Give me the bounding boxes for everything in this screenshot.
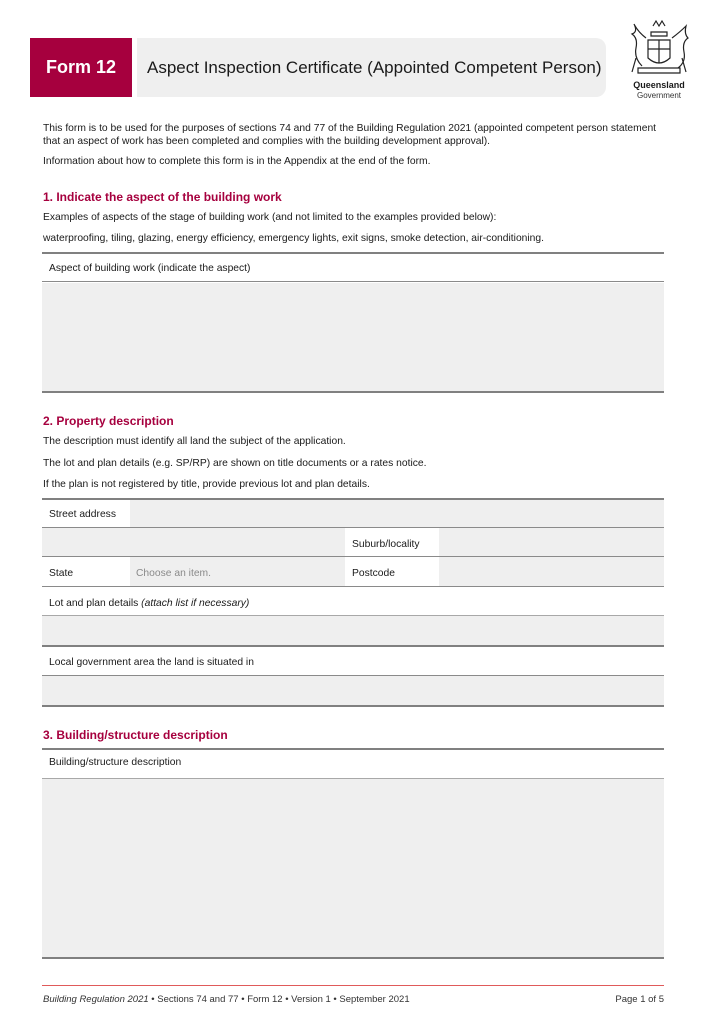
lot-plan-input[interactable] [42,616,664,645]
lot-plan-label-note: (attach list if necessary) [141,598,250,609]
divider [42,645,664,647]
intro-paragraph: This form is to be used for the purposes of sections 74 and 77 of the Building Regulation 2021 (appointed competent person statement that an aspect of work has been completed and complies with the building development approval). [43,123,657,147]
lot-plan-label [49,598,249,609]
divider [42,705,664,707]
street-address-label: Street address [49,509,116,520]
section2-text2: The lot and plan details (e.g. SP/RP) are shown on title documents or a rates notice. [43,458,427,469]
section2-heading: 2. Property description [43,414,174,428]
footer-regulation: Building Regulation 2021 [43,994,149,1005]
suburb-label: Suburb/locality [352,539,420,550]
divider [42,748,664,750]
logo-line1: Queensland [633,80,685,90]
footer-details: • Sections 74 and 77 • Form 12 • Version 1 • September 2021 [148,994,410,1005]
postcode-label: Postcode [352,568,395,579]
page-number: Page 1 of 5 [615,994,664,1005]
logo-line2: Government [636,91,682,100]
aspect-input[interactable] [42,283,664,391]
section2-text3: If the plan is not registered by title, provide previous lot and plan details. [43,479,370,490]
lga-label: Local government area the land is situated in [49,657,254,668]
divider [42,281,664,282]
section3-heading: 3. Building/structure description [43,728,228,742]
section2-text1: The description must identify all land the subject of the application. [43,436,346,447]
divider [42,957,664,959]
state-label: State [49,568,74,579]
street-address-input[interactable] [130,500,664,527]
section1-text1: Examples of aspects of the stage of building work (and not limited to the examples provided below): [43,212,497,223]
coat-of-arms-icon [618,18,700,80]
queensland-government-logo [618,18,700,102]
form-title: Aspect Inspection Certificate (Appointed Competent Person) [137,38,606,97]
intro-appendix-note: Information about how to complete this form is in the Appendix at the end of the form. [43,156,431,167]
divider [42,586,664,587]
section1-text2: waterproofing, tiling, glazing, energy efficiency, emergency lights, exit signs, smoke detection, air-conditioning. [43,233,544,244]
footer-text [43,994,410,1005]
divider [42,391,664,393]
building-description-label: Building/structure description [49,757,182,768]
lot-plan-label-text: Lot and plan details [49,598,142,609]
aspect-field-label: Aspect of building work (indicate the aspect) [49,263,251,274]
street-address-line2-input[interactable] [42,528,345,556]
building-description-input[interactable] [42,779,664,957]
postcode-input[interactable] [439,557,664,586]
footer-divider [42,985,664,986]
form-number-badge: Form 12 [30,38,132,97]
state-select[interactable]: Choose an item. [130,557,345,586]
suburb-input[interactable] [439,528,664,556]
lga-input[interactable] [42,676,664,705]
section1-heading: 1. Indicate the aspect of the building work [43,190,282,204]
divider [42,252,664,254]
